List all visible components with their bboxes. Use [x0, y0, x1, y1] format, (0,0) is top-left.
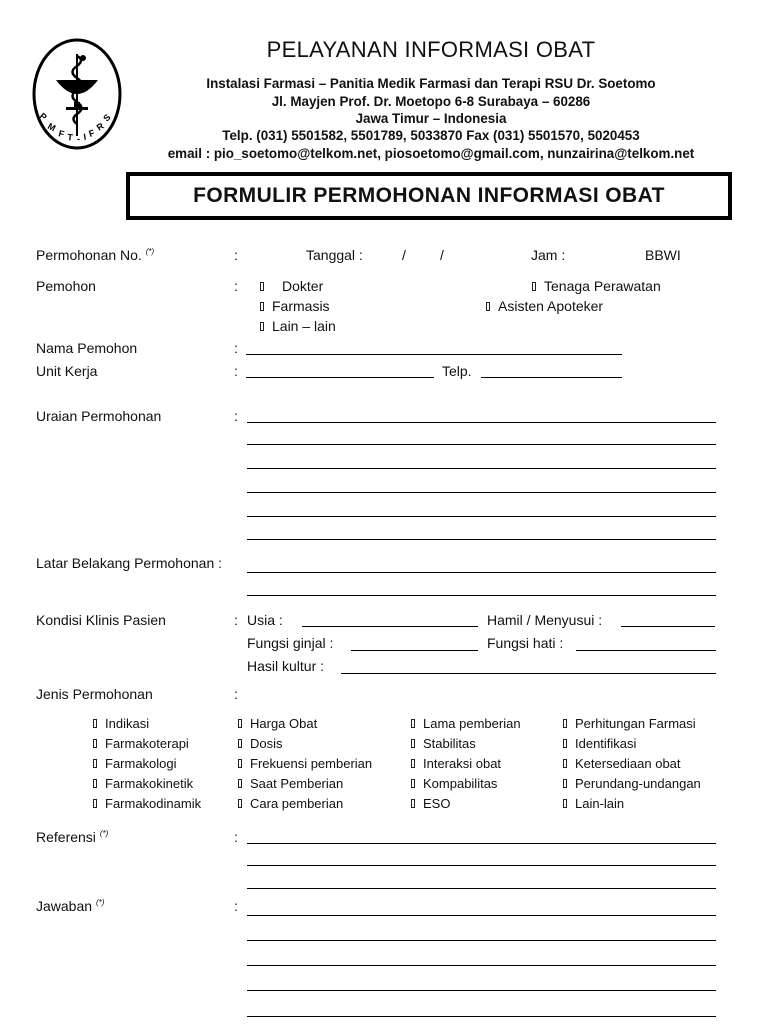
- checkbox-icon[interactable]: [238, 719, 242, 728]
- telp-label: Telp.: [442, 363, 472, 379]
- svg-text:F: F: [57, 128, 66, 140]
- checkbox-icon[interactable]: [411, 759, 415, 768]
- hamil-field[interactable]: [621, 626, 715, 627]
- latar-field-line[interactable]: [247, 572, 716, 573]
- option-indikasi[interactable]: Indikasi: [93, 716, 149, 731]
- telp-field[interactable]: [481, 377, 622, 378]
- option-harga-obat[interactable]: Harga Obat: [238, 716, 317, 731]
- checkbox-icon[interactable]: [411, 719, 415, 728]
- colon: :: [234, 363, 238, 379]
- svg-text:T: T: [66, 132, 74, 143]
- uraian-field-line[interactable]: [247, 422, 716, 423]
- latar-belakang-label: Latar Belakang Permohonan :: [36, 555, 223, 571]
- colon: :: [234, 612, 238, 628]
- jawaban-field-line[interactable]: [247, 1016, 716, 1017]
- checkbox-icon[interactable]: [238, 739, 242, 748]
- svg-text:-: -: [77, 134, 80, 144]
- usia-label: Usia :: [247, 612, 283, 628]
- svg-text:M: M: [46, 120, 58, 134]
- uraian-field-line[interactable]: [247, 539, 716, 540]
- referensi-field-line[interactable]: [247, 865, 716, 866]
- option-lama-pemberian[interactable]: Lama pemberian: [411, 716, 521, 731]
- unit-kerja-label: Unit Kerja: [36, 363, 98, 379]
- svg-text:I: I: [82, 131, 87, 142]
- option-stabilitas[interactable]: Stabilitas: [411, 736, 476, 751]
- checkbox-icon[interactable]: [486, 302, 490, 311]
- checkbox-icon[interactable]: [238, 759, 242, 768]
- checkbox-icon[interactable]: [260, 322, 264, 331]
- checkbox-icon[interactable]: [93, 719, 97, 728]
- option-farmakoterapi[interactable]: Farmakoterapi: [93, 736, 189, 751]
- date-separator: /: [440, 247, 444, 263]
- option-dosis[interactable]: Dosis: [238, 736, 283, 751]
- checkbox-icon[interactable]: [93, 779, 97, 788]
- header-email: email : pio_soetomo@telkom.net, piosoetomo@gmail.com, nunzairina@telkom.net: [167, 146, 695, 161]
- jawaban-label: Jawaban (*): [36, 898, 105, 914]
- option-perhitungan-farmasi[interactable]: Perhitungan Farmasi: [563, 716, 696, 731]
- checkbox-icon[interactable]: [563, 759, 567, 768]
- option-farmakokinetik[interactable]: Farmakokinetik: [93, 776, 193, 791]
- uraian-field-line[interactable]: [247, 492, 716, 493]
- jawaban-field-line[interactable]: [247, 915, 716, 916]
- option-farmakologi[interactable]: Farmakologi: [93, 756, 177, 771]
- option-cara-pemberian[interactable]: Cara pemberian: [238, 796, 343, 811]
- fungsi-ginjal-field[interactable]: [351, 650, 478, 651]
- checkbox-icon[interactable]: [93, 739, 97, 748]
- nama-pemohon-label: Nama Pemohon: [36, 340, 138, 356]
- latar-field-line[interactable]: [247, 595, 716, 596]
- colon: :: [234, 829, 238, 845]
- header-address: Jl. Mayjen Prof. Dr. Moetopo 6-8 Surabaya – 60286: [271, 94, 591, 109]
- checkbox-icon[interactable]: [238, 799, 242, 808]
- option-farmakodinamik[interactable]: Farmakodinamik: [93, 796, 201, 811]
- checkbox-icon[interactable]: [411, 739, 415, 748]
- uraian-label: Uraian Permohonan: [36, 408, 162, 424]
- option-dokter[interactable]: Dokter: [260, 278, 323, 294]
- form-title: FORMULIR PERMOHONAN INFORMASI OBAT: [193, 184, 665, 207]
- referensi-field-line[interactable]: [247, 888, 716, 889]
- usia-field[interactable]: [302, 626, 478, 627]
- option-ketersediaan-obat[interactable]: Ketersediaan obat: [563, 756, 681, 771]
- kondisi-klinis-label: Kondisi Klinis Pasien: [36, 612, 166, 628]
- checkbox-icon[interactable]: [532, 282, 536, 291]
- colon: :: [234, 340, 238, 356]
- fungsi-ginjal-label: Fungsi ginjal :: [247, 635, 334, 651]
- referensi-field-line[interactable]: [247, 843, 716, 844]
- hamil-label: Hamil / Menyusui :: [487, 612, 603, 628]
- uraian-field-line[interactable]: [247, 444, 716, 445]
- checkbox-icon[interactable]: [411, 779, 415, 788]
- option-asisten-apoteker[interactable]: Asisten Apoteker: [486, 298, 603, 314]
- option-identifikasi[interactable]: Identifikasi: [563, 736, 636, 751]
- checkbox-icon[interactable]: [563, 739, 567, 748]
- hasil-kultur-label: Hasil kultur :: [247, 658, 325, 674]
- tanggal-label: Tanggal :: [306, 247, 363, 263]
- pmft-ifrs-logo: [30, 36, 124, 152]
- colon: :: [234, 247, 238, 263]
- option-eso[interactable]: ESO: [411, 796, 450, 811]
- fungsi-hati-field[interactable]: [576, 650, 716, 651]
- uraian-field-line[interactable]: [247, 516, 716, 517]
- svg-text:S: S: [101, 112, 113, 124]
- colon: :: [234, 898, 238, 914]
- jawaban-field-line[interactable]: [247, 940, 716, 941]
- svg-text:P: P: [37, 110, 49, 123]
- checkbox-icon[interactable]: [238, 779, 242, 788]
- option-tenaga-perawatan[interactable]: Tenaga Perawatan: [532, 278, 661, 294]
- checkbox-icon[interactable]: [93, 759, 97, 768]
- colon: :: [234, 278, 238, 294]
- jawaban-field-line[interactable]: [247, 965, 716, 966]
- checkbox-icon[interactable]: [563, 799, 567, 808]
- option-perundang-undangan[interactable]: Perundang-undangan: [563, 776, 701, 791]
- bbwi-label: BBWI: [645, 247, 681, 263]
- header-region: Jawa Timur – Indonesia: [355, 111, 507, 126]
- jenis-permohonan-label: Jenis Permohonan: [36, 686, 153, 702]
- svg-text:R: R: [94, 120, 106, 133]
- jam-label: Jam :: [531, 247, 566, 263]
- option-farmasis[interactable]: Farmasis: [260, 298, 330, 314]
- nama-pemohon-field[interactable]: [246, 354, 622, 355]
- checkbox-icon[interactable]: [411, 799, 415, 808]
- date-separator: /: [402, 247, 406, 263]
- colon: :: [234, 408, 238, 424]
- colon: :: [234, 686, 238, 702]
- header-institution: Instalasi Farmasi – Panitia Medik Farmasi dan Terapi RSU Dr. Soetomo: [206, 76, 656, 91]
- checkbox-icon[interactable]: [563, 779, 567, 788]
- svg-text:F: F: [87, 127, 96, 139]
- uraian-field-line[interactable]: [247, 468, 716, 469]
- checkbox-icon[interactable]: [260, 282, 264, 291]
- fungsi-hati-label: Fungsi hati :: [487, 635, 564, 651]
- header-title: PELAYANAN INFORMASI OBAT: [266, 37, 596, 62]
- checkbox-icon[interactable]: [563, 719, 567, 728]
- permohonan-no-label: Permohonan No. (*): [36, 247, 155, 263]
- referensi-label: Referensi (*): [36, 829, 109, 845]
- header-phone: Telp. (031) 5501582, 5501789, 5033870 Fax (031) 5501570, 5020453: [222, 128, 640, 143]
- option-lain-lain[interactable]: Lain – lain: [260, 318, 336, 334]
- hasil-kultur-field[interactable]: [341, 673, 716, 674]
- unit-kerja-field[interactable]: [246, 377, 434, 378]
- jawaban-field-line[interactable]: [247, 990, 716, 991]
- form-title-box: [126, 172, 732, 220]
- pemohon-label: Pemohon: [36, 278, 96, 294]
- option-saat-pemberian[interactable]: Saat Pemberian: [238, 776, 343, 791]
- checkbox-icon[interactable]: [93, 799, 97, 808]
- option-interaksi-obat[interactable]: Interaksi obat: [411, 756, 501, 771]
- option-lain-lain-jenis[interactable]: Lain-lain: [563, 796, 624, 811]
- option-frekuensi-pemberian[interactable]: Frekuensi pemberian: [238, 756, 372, 771]
- checkbox-icon[interactable]: [260, 302, 264, 311]
- option-kompabilitas[interactable]: Kompabilitas: [411, 776, 497, 791]
